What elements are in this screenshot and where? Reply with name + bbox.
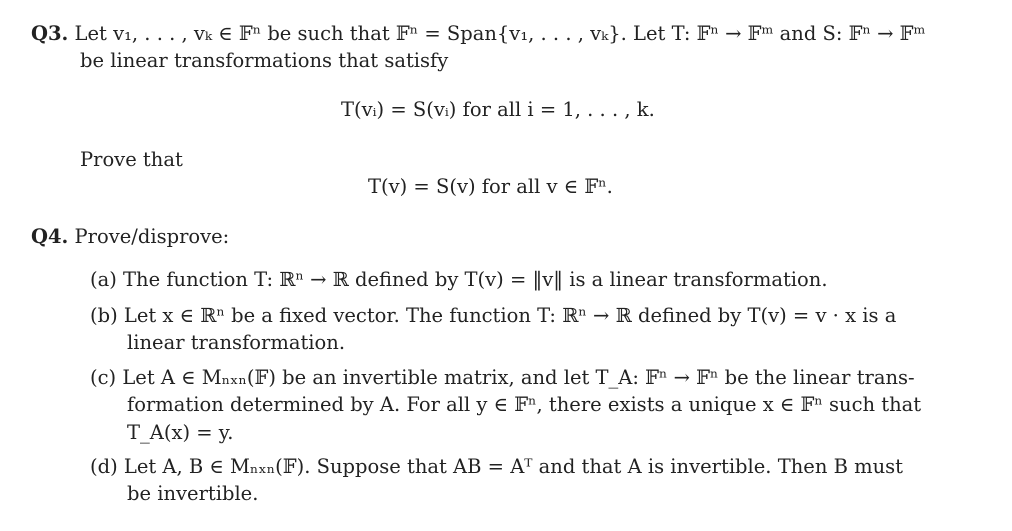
q4-part-a: (a) The function T: ℝⁿ → ℝ defined by T(v) = ‖v‖ is a linear transformation. [90, 268, 828, 291]
q4-part-c-line-2: formation determined by A. For all y ∈ 𝔽ⁿ, there exists a unique x ∈ 𝔽ⁿ such that [127, 393, 922, 416]
q4-part-c-line-1: (c) Let A ∈ Mₙₓₙ(𝔽) be an invertible matrix, and let T_A: 𝔽ⁿ → 𝔽ⁿ be the linear trans- [90, 366, 915, 389]
q3-equation-2: T(v) = S(v) for all v ∈ 𝔽ⁿ. [368, 175, 613, 198]
q4-part-b-line-1: (b) Let x ∈ ℝⁿ be a fixed vector. The function T: ℝⁿ → ℝ defined by T(v) = v · x is a [90, 304, 897, 327]
q3-intro-1: Let v₁, . . . , vₖ ∈ 𝔽ⁿ be such that 𝔽ⁿ = Span{v₁, . . . , vₖ}. Let T: 𝔽ⁿ → 𝔽ᵐ and S: 𝔽ⁿ → 𝔽ᵐ [74, 22, 926, 45]
q4-part-b-line-2: linear transformation. [127, 331, 346, 354]
q3-line-1 [31, 24, 925, 44]
q4-label: Q4. [31, 225, 69, 248]
q3-intro-2: be linear transformations that satisfy [80, 49, 449, 72]
q4-part-d-line-1: (d) Let A, B ∈ Mₙₓₙ(𝔽). Suppose that AB = Aᵀ and that A is invertible. Then B must [90, 455, 903, 478]
q4-part-c-line-3: T_A(x) = y. [127, 421, 234, 444]
q3-prove-that: Prove that [80, 148, 183, 171]
q4-part-d-line-2: be invertible. [127, 482, 259, 505]
q4-heading [31, 227, 229, 247]
q4-title: Prove/disprove: [74, 225, 230, 248]
q3-label: Q3. [31, 22, 69, 45]
q3-equation-1: T(vᵢ) = S(vᵢ) for all i = 1, . . . , k. [341, 98, 655, 121]
